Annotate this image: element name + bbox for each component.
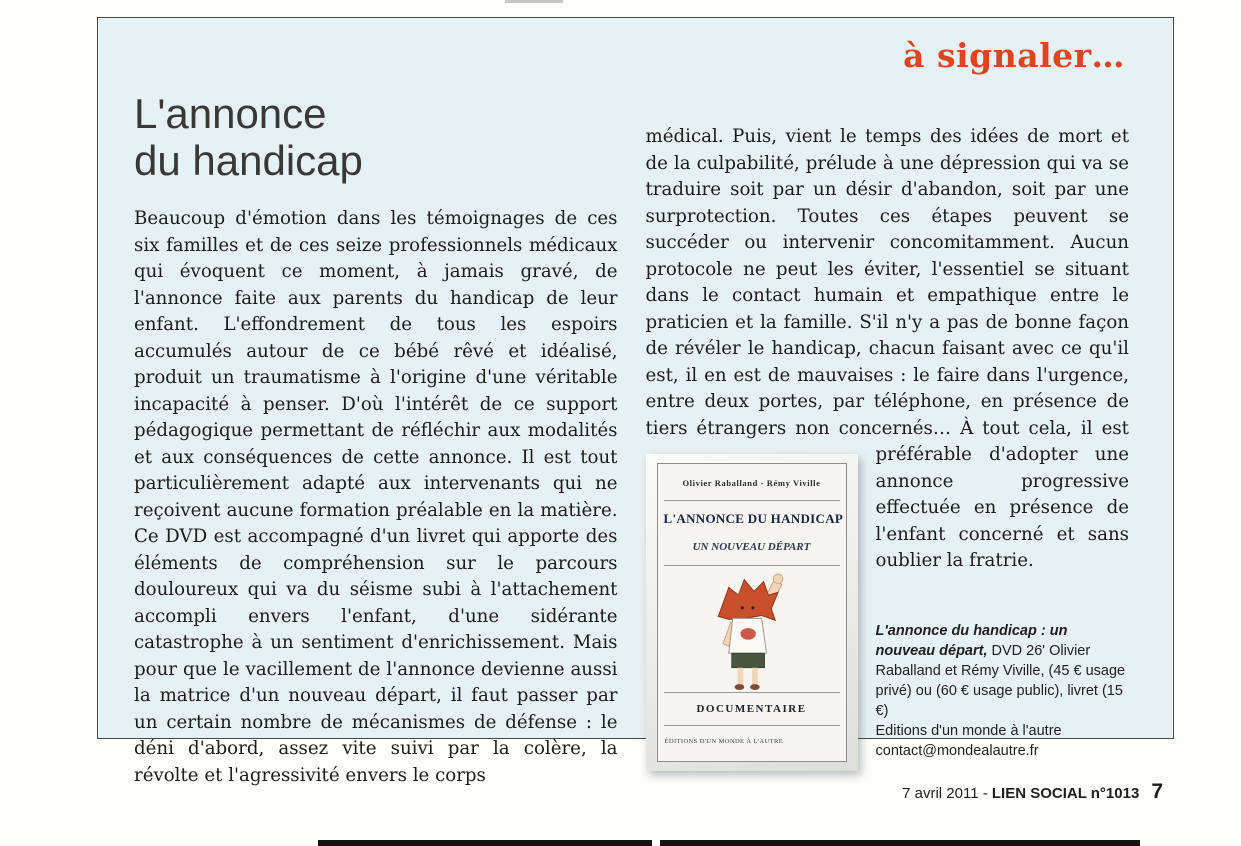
footer-date: 7 avril 2011 -	[902, 785, 992, 802]
article-columns	[134, 86, 1129, 789]
dvd-cover-title: L'ANNONCE DU HANDICAP	[663, 510, 844, 526]
dvd-cover-authors: Olivier Raballand - Rémy Viville	[664, 470, 840, 501]
dvd-cover-genre: DOCUMENTAIRE	[664, 692, 840, 727]
article-title-line1: L'annonce	[134, 90, 327, 137]
scan-artifact-bottom-left	[318, 840, 652, 846]
caption-contact-email: contact@mondealautre.fr	[875, 742, 1039, 759]
article-text-right-part1: médical. Puis, vient le temps des idées de mort et de la culpabilité, prélude à une dépression qui va se traduire soit par un désir d'abandon, soit par une surprotection. Toutes ces étapes peuvent se succéder ou intervenir concomitamment. Aucun protocole ne peut les éviter, l'essentiel se situant dans le contact humain et empathique entre le praticien et la famille. S'il n'y a pas de bonne façon de révéler le handicap, chacun faisant avec ce qu'il est, il en est de mauvaises : le faire dans l'urgence, entre deux portes, par téléphone, en présence de tiers étrangers non concernés… À tout	[645, 126, 1129, 439]
article-text-right-part2: cela, il est préférable d'adopter une annonce progressive effectuée en présence de l'enfant concerné et sans oublier la fratrie.	[875, 417, 1129, 571]
dvd-cover-subtitle: UN NOUVEAU DÉPART	[664, 534, 840, 566]
caption-publisher: Editions d'un monde à l'autre	[875, 722, 1062, 739]
article-column-right	[646, 86, 1130, 789]
scan-artifact-bottom-right	[660, 840, 1140, 846]
dvd-cover-photo	[646, 454, 858, 771]
caption-title: L'annonce du handicap : un nouveau départ,	[875, 622, 1068, 659]
dvd-cover-frame	[646, 454, 858, 771]
dvd-cover	[657, 463, 847, 762]
article-title	[134, 90, 618, 184]
dvd-cover-publisher-logo: ÉDITIONS D'UN MONDE À L'AUTRE	[664, 738, 784, 745]
footer-journal-name: LIEN SOCIAL n°1013	[991, 785, 1140, 802]
article-text-left: Beaucoup d'émotion dans les témoignages de ces six familles et de ces seize professionnels médicaux qui évoquent ce moment, à jamais gravé, de l'annonce faite aux parents du handicap de leur enfant. L'effondrement de tous les espoirs accumulés autour de ce bébé rêvé et idéalisé, produit un traumatisme à l'origine d'une véritable incapacité à penser. D'où l'intérêt de ce support pédagogique permettant de réfléchir aux modalités et aux conséquences de cette annonce. Il est tout particulièrement adapté aux intervenants qui ne reçoivent aucune formation préalable en la matière. Ce DVD est accompagné d'un livret qui apporte des éléments de compréhension sur le parcours douloureux qui va du séisme subi à l'attachement accompli envers l'enfant, d'une sidérante catastrophe à un sentiment d'enrichissement. Mais pour que le vacillement de l'annonce devienne aussi la matrice d'un nouveau départ, il faut passer par un certain nombre de mécanismes de défense : le déni d'abord, assez vite suivi par la colère, la révolte et l'agressivité envers le corps	[134, 208, 618, 786]
dvd-cover-illustration	[664, 566, 840, 692]
article-frame	[97, 17, 1174, 786]
scan-artifact-top	[505, 0, 563, 3]
page-number: 7	[1151, 780, 1163, 803]
article-column-left	[134, 86, 618, 789]
caption-details: DVD 26' Olivier Raballand et Rémy Viville, (45 € usage privé) ou (60 € usage public), livret (15 €)	[875, 642, 1126, 719]
manga-girl-illustration	[694, 568, 810, 692]
section-label: à signaler…	[903, 36, 1125, 75]
article-title-line2: du handicap	[134, 137, 363, 184]
page-footer	[902, 780, 1163, 804]
